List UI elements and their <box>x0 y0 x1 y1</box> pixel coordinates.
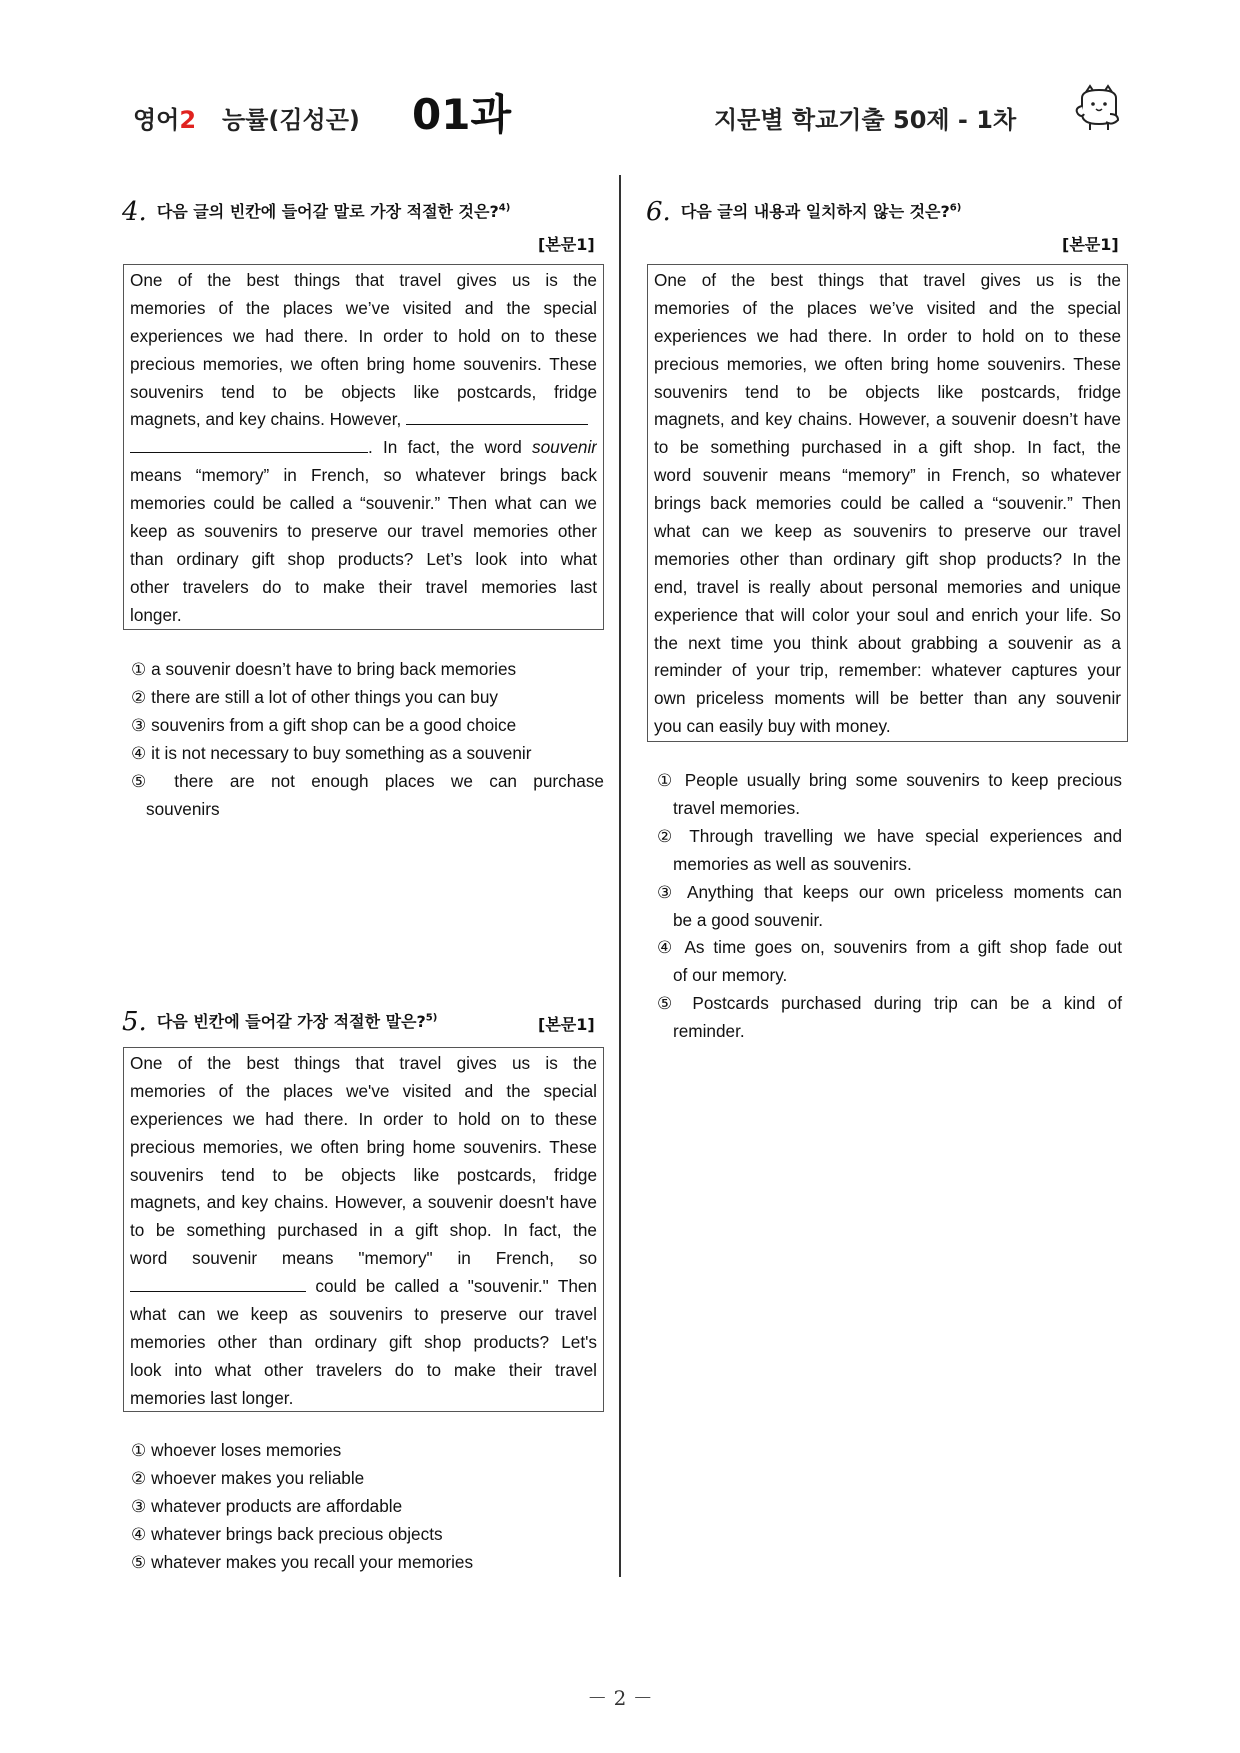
answer-blank <box>130 1273 306 1292</box>
option-5[interactable]: ⑤ there are not enough places we can purchase souvenirs <box>131 770 604 819</box>
option-1[interactable]: ① a souvenir doesn’t have to bring back memories <box>131 659 517 679</box>
lesson-title: 01과 <box>412 90 512 139</box>
option-4[interactable]: ④ whatever brings back precious objects <box>131 1523 443 1544</box>
option-5[interactable]: ⑤ whatever makes you recall your memories <box>131 1551 474 1572</box>
column-divider <box>619 175 621 1577</box>
q6-source-tag: [본문1] <box>1062 235 1119 254</box>
option-3[interactable]: ③ Anything that keeps our own priceless moments can be a good souvenir. <box>657 881 1122 930</box>
option-2[interactable]: ② Through travelling we have special experiences and memories as well as souvenirs. <box>657 825 1122 874</box>
q5-number: 5. <box>122 1007 147 1037</box>
option-4[interactable]: ④ it is not necessary to buy something as a souvenir <box>131 742 532 763</box>
q5-source-tag: [본문1] <box>538 1015 595 1034</box>
option-4[interactable]: ④ As time goes on, souvenirs from a gift shop fade out of our memory. <box>657 937 1122 986</box>
page-header <box>0 78 1240 148</box>
answer-blank <box>130 434 368 453</box>
option-2[interactable]: ② there are still a lot of other things you can buy <box>131 686 498 707</box>
q5-passage: One of the best things that travel gives us is the memories of the places we've visited and the special experiences we had there. In order to hold on to these precious memories, we often bring home souvenirs. These souvenirs tend to be objects like postcards, fridge magnets, and key chains. However, a souvenir doesn't have to be something purchased in a gift shop. In fact, the word souvenir means "memory" in French, so could be called a "souvenir." Then what can we keep as souvenirs to preserve our travel memories other than ordinary gift shop products? Let's look into what other travelers do to make their travel memories last longer. <box>123 1047 604 1412</box>
answer-blank <box>406 406 588 425</box>
subject-label: 영어2 <box>133 106 197 134</box>
q5-options <box>131 1437 604 1577</box>
q6-title: 6. 다음 글의 내용과 일치하지 않는 것은?$^{6)}$ <box>646 197 962 227</box>
q6-number: 6. <box>646 197 671 227</box>
q4-title: 4. 다음 글의 빈칸에 들어갈 말로 가장 적절한 것은?$^{4)}$ <box>122 197 511 227</box>
q4-number: 4. <box>122 197 147 227</box>
page-number: － 2 － <box>587 1686 653 1710</box>
q4-options <box>131 656 604 823</box>
cat-mascot-icon <box>1072 84 1126 132</box>
series-label: 지문별 학교기출 50제 - 1차 <box>714 106 1017 134</box>
textbook-label: 능률(김성곤) <box>222 106 360 134</box>
q6-passage: One of the best things that travel gives us is the memories of the places we’ve visited and the special experiences we had there. In order to hold on to these precious memories, we often bring home souvenirs. These souvenirs tend to be objects like postcards, fridge magnets, and key chains. However, a souvenir doesn’t have to be something purchased in a gift shop. In fact, the word souvenir means “memory” in French, so whatever brings back memories could be called a “souvenir.” Then what can we keep as souvenirs to preserve our travel memories other than ordinary gift shop products? In the end, travel is really about personal memories and unique experience that will color your soul and enrich your life. So the next time you think about grabbing a souvenir as a reminder of your trip, remember: whatever captures your own priceless moments will be better than any souvenir you can easily buy with money. <box>647 264 1128 742</box>
option-5[interactable]: ⑤ Postcards purchased during trip can be a kind of reminder. <box>657 993 1122 1042</box>
option-3[interactable]: ③ whatever products are affordable <box>131 1495 403 1516</box>
q4-passage: One of the best things that travel gives us is the memories of the places we’ve visited and the special experiences we had there. In order to hold on to these precious memories, we often bring home souvenirs. These souvenirs tend to be objects like postcards, fridge magnets, and key chains. However, . In fact, the word souvenir means “memory” in French, so whatever brings back memories could be called a “souvenir.” Then what can we keep as souvenirs to preserve our travel memories other than ordinary gift shop products? Let’s look into what other travelers do to make their travel memories last longer. <box>123 264 604 630</box>
q6-options <box>657 767 1122 1046</box>
option-1[interactable]: ① whoever loses memories <box>131 1440 342 1460</box>
option-3[interactable]: ③ souvenirs from a gift shop can be a good choice <box>131 714 517 735</box>
q4-source-tag: [본문1] <box>538 235 595 254</box>
q5-title: 5. 다음 빈칸에 들어갈 가장 적절한 말은?$^{5)}$ <box>122 1007 438 1037</box>
option-1[interactable]: ① People usually bring some souvenirs to keep precious travel memories. <box>657 770 1122 818</box>
option-2[interactable]: ② whoever makes you reliable <box>131 1467 365 1488</box>
